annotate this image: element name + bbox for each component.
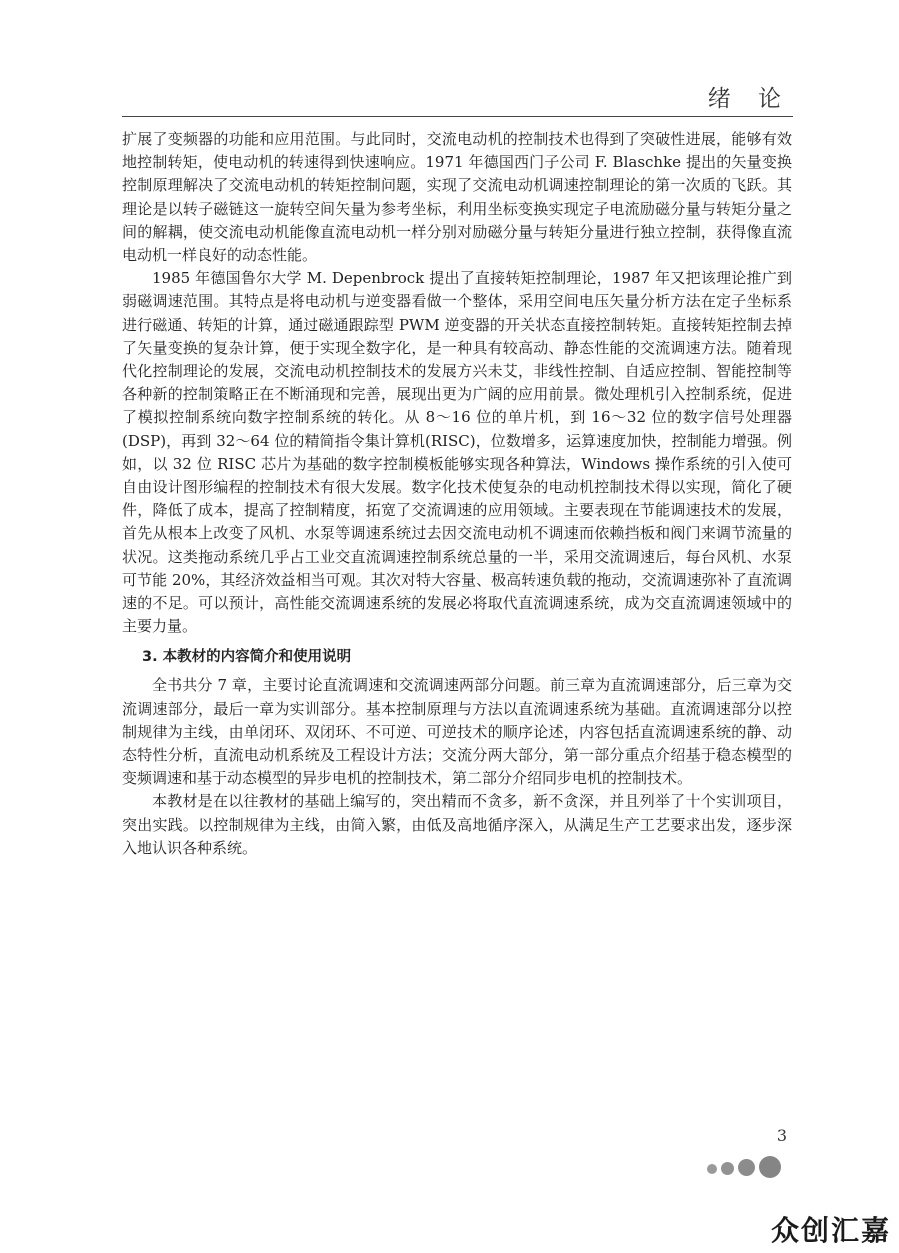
body-text [122, 128, 792, 860]
graduated-dots-icon [707, 1154, 791, 1180]
running-header [0, 78, 899, 120]
page-number: 3 [776, 1126, 787, 1145]
dot-icon [759, 1156, 781, 1178]
paragraph: 扩展了变频器的功能和应用范围。与此同时，交流电动机的控制技术也得到了突破性进展，能够有效地控制转矩，使电动机的转速得到快速响应。1971 年德国西门子公司 F. Blaschke 提出的矢量变换控制原理解决了交流电动机的转矩控制问题，实现了交流电动机调速控制理论的第一次质的飞跃。其理论是以转子磁链这一旋转空间矢量为参考坐标，利用坐标变换实现定子电流励磁分量与转矩分量之间的解耦，使交流电动机能像直流电动机一样分别对励磁分量与转矩分量进行独立控制，获得像直流电动机一样良好的动态性能。 [122, 130, 792, 265]
paragraph: 本教材是在以往教材的基础上编写的，突出精而不贪多，新不贪深，并且列举了十个实训项目，突出实践。以控制规律为主线，由简入繁，由低及高地循序深入，从满足生产工艺要求出发，逐步深入地认识各种系统。 [122, 792, 792, 857]
section-heading: 3. 本教材的内容简介和使用说明 [142, 649, 352, 666]
dot-icon [707, 1164, 717, 1174]
watermark: 众创汇嘉 [770, 1214, 891, 1247]
header-rule [122, 116, 793, 117]
paragraph: 1985 年德国鲁尔大学 M. Depenbrock 提出了直接转矩控制理论，1987 年又把该理论推广到弱磁调速范围。其特点是将电动机与逆变器看做一个整体，采用空间电压矢量分析方法在定子坐标系进行磁通、转矩的计算，通过磁通跟踪型 PWM 逆变器的开关状态直接控制转矩。直接转矩控制去掉了矢量变换的复杂计算，便于实现全数字化，是一种具有较高动、静态性能的交流调速方法。随着现代化控制理论的发展，交流电动机控制技术的发展方兴未艾，非线性控制、自适应控制、智能控制等各种新的控制策略正在不断涌现和完善，展现出更为广阔的应用前景。微处理机引入控制系统，促进了模拟控制系统向数字控制系统的转化。从 8～16 位的单片机，到 16～32 位的数字信号处理器(DSP)，再到 32～64 位的精简指令集计算机(RISC)，位数增多，运算速度加快，控制能力增强。例如，以 32 位 RISC 芯片为基础的数字控制模板能够实现各种算法，Windows 操作系统的引入使可自由设计图形编程的控制技术有很大发展。数字化技术使复杂的电动机控制技术得以实现，简化了硬件，降低了成本，提高了控制精度，拓宽了交流调速的应用领域。主要表现在节能调速技术的发展，首先从根本上改变了风机、水泵等调速系统过去因交流电动机不调速而依赖挡板和阀门来调节流量的状况。这类拖动系统几乎占工业交直流调速控制系统总量的一半，采用交流调速后，每台风机、水泵可节能 20%，其经济效益相当可观。其次对特大容量、极高转速负载的拖动，交流调速弥补了直流调速的不足。可以预计，高性能交流调速系统的发展必将取代直流调速系统，成为交直流调速领域中的主要力量。 [122, 269, 792, 636]
paragraph: 全书共分 7 章，主要讨论直流调速和交流调速两部分问题。前三章为直流调速部分，后三章为交流调速部分，最后一章为实训部分。基本控制原理与方法以直流调速系统为基础。直流调速部分以控制规律为主线，由单闭环、双闭环、不可逆、可逆技术的顺序论述，内容包括直流调速系统的静、动态特性分析，直流电动机系统及工程设计方法；交流分两大部分，第一部分重点介绍基于稳态模型的变频调速和基于动态模型的异步电机的控制技术，第二部分介绍同步电机的控制技术。 [122, 676, 792, 788]
dot-icon [738, 1159, 755, 1176]
dot-icon [721, 1162, 734, 1175]
chapter-title: 绪 论 [707, 86, 791, 112]
